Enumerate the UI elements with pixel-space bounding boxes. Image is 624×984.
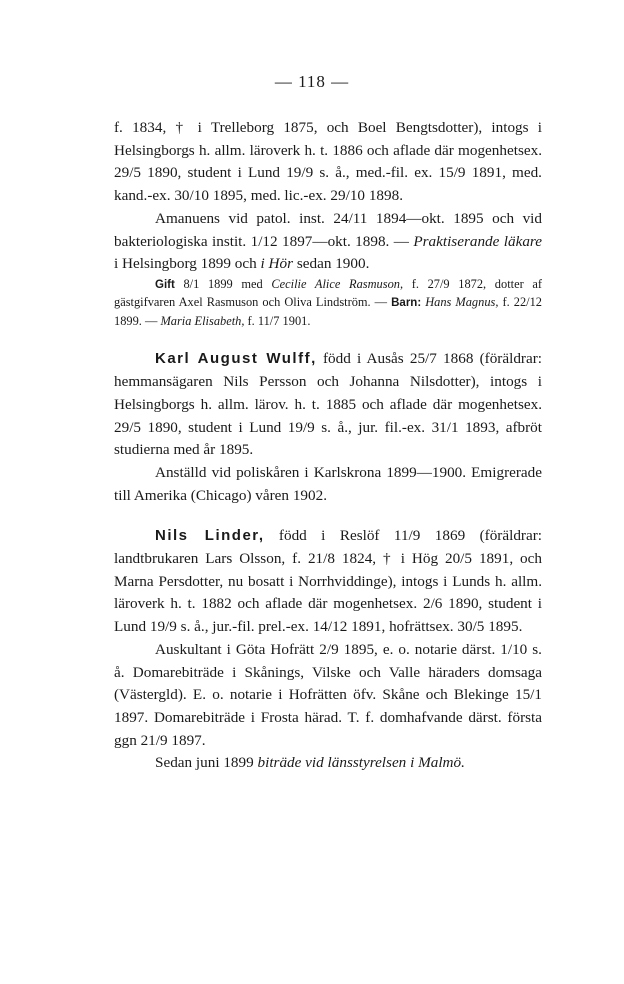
date: 30/5 xyxy=(457,618,485,636)
date: 21/8 xyxy=(307,550,335,568)
date: 25/7 xyxy=(409,350,437,368)
child-name: Maria Elisabeth, xyxy=(160,313,245,328)
paragraph-bio-continuation: f. 1834, † i Trelleborg 1875, och Boel Bengtsdotter), intogs i Helsingborgs h. allm. läroverk h. t. 1886 och aflade där mogenhetsex. 29/5 1890, student i Lund 19/9 s. å., med.-fil. ex. 15/9 1891, med. kand.-ex. 30/10 1895, med. lic.-ex. 29/10 1898. xyxy=(114,119,542,205)
paragraph-family: Gift 8/1 1899 med Cecilie Alice Rasmuson, f. 27/9 1872, dotter af gästgifvaren Axel Rasmuson och Oliva Lindström. — Barn: Hans Magnus, f. 22/12 1899. — Maria Elisabeth, f. 11/7 1901. xyxy=(114,276,542,328)
paragraph-career: Amanuens vid patol. inst. 24/11 1894—okt. 1895 och vid bakteriologiska instit. 1/12 1897—okt. 1898. — Praktiserande läkare i Helsingborg 1899 och i Hör sedan 1900. xyxy=(114,209,543,273)
date: 29/10 xyxy=(330,187,366,205)
date: 2/9 xyxy=(319,640,339,658)
person-name: Nils Linder, xyxy=(155,527,265,545)
paragraph-linder-career: Auskultant i Göta Hofrätt 2/9 1895, e. o. notarie därst. 1/10 s. å. Domarebiträde i Skånings, Vilske och Valle häraders domsaga (Västergld). E. o. notarie i Hofrätten öfv. Skåne och Blekinge 15/1 1897. Domarebiträde i Frosta härad. T. f. domhafvande därst. första ggn 21/9 1897. xyxy=(114,640,542,749)
date: 19/9 xyxy=(149,618,177,636)
person-name: Karl August Wulff, xyxy=(155,350,317,368)
italic-title: Praktiserande läkare xyxy=(413,232,543,250)
barn-label: Barn: xyxy=(391,297,422,310)
date: 21/9 xyxy=(140,731,168,749)
date: 19/9 xyxy=(286,164,314,182)
date: 29/5 xyxy=(114,164,142,182)
entry-karl-august-wulff: Karl August Wulff, född i Ausås 25/7 1868 (föräldrar: hemmansägaren Nils Persson och Johanna Nilsdotter), intogs i Helsingborgs h. allm. lärov. h. t. 1885 och aflade där mogenhetsex. 29/5 1890, student i Lund 19/9 s. å., jur. fil.-ex. 31/1 1893, afbröt studierna med år 1895. xyxy=(114,350,543,459)
page-body xyxy=(114,117,542,775)
page-number: — 118 — xyxy=(274,72,350,91)
date: 20/5 xyxy=(444,550,472,568)
date: 24/11 xyxy=(333,209,368,227)
date: 1/10 xyxy=(500,640,528,658)
italic-place: i Hör xyxy=(260,255,294,273)
spouse-name: Cecilie Alice Rasmuson, xyxy=(271,276,404,291)
gift-label: Gift xyxy=(155,278,175,291)
date: 19/9 xyxy=(287,418,315,436)
date: 8/1 xyxy=(183,276,200,291)
date: 30/10 xyxy=(174,187,209,205)
date: 1/12 xyxy=(250,232,278,250)
date: 27/9 xyxy=(427,276,450,291)
date: 14/12 xyxy=(312,618,348,636)
date: 15/9 xyxy=(438,164,466,182)
date: 11/9 xyxy=(393,527,421,545)
child-name: Hans Magnus, xyxy=(425,295,499,310)
date: 31/1 xyxy=(431,418,459,436)
date: 15/1 xyxy=(514,686,542,704)
date: 29/5 xyxy=(114,418,142,436)
date: 2/6 xyxy=(422,595,443,613)
entry-nils-linder: Nils Linder, född i Reslöf 11/9 1869 (föräldrar: landtbrukaren Lars Olsson, f. 21/8 1824, † i Hög 20/5 1891, och Marna Persdotter, nu bosatt i Norrhviddinge), intogs i Lunds h. allm. läroverk h. t. 1882 och aflade där mogenhetsex. 2/6 1890, student i Lund 19/9 s. å., jur.-fil. prel.-ex. 14/12 1891, hofrättsex. 30/5 1895. xyxy=(114,527,542,636)
date: 22/12 xyxy=(513,295,542,310)
paragraph-linder-current: Sedan juni 1899 biträde vid länsstyrelsen i Malmö. xyxy=(155,754,465,772)
paragraph-wulff-career: Anställd vid poliskåren i Karlskrona 1899—1900. Emigrerade till Amerika (Chicago) våren 1902. xyxy=(114,463,542,504)
italic-position: biträde vid länsstyrelsen i Malmö. xyxy=(257,754,465,772)
date: 11/7 xyxy=(257,313,280,328)
